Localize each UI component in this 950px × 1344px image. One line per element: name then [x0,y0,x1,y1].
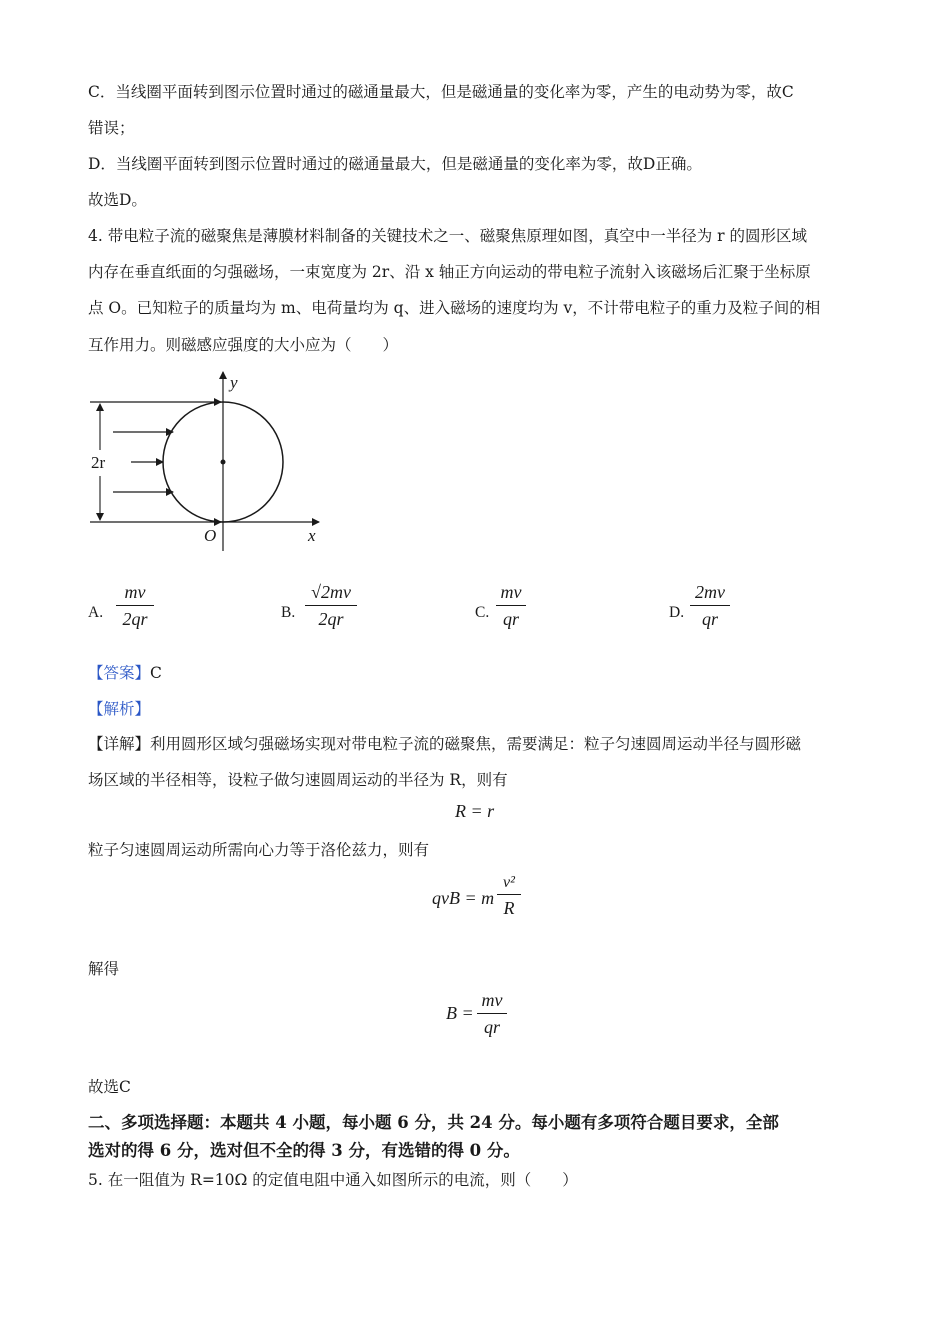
answer-tag: 【答案】 [88,664,151,682]
text-line: C．当线圈平面转到图示位置时通过的磁通量最大，但是磁通量的变化率为零，产生的电动势为零，故C [88,83,794,101]
option-letter: D. [669,604,685,621]
detail-line: 解得 [88,960,120,978]
detail-tag: 【详解】 [88,735,151,753]
text-line: D．当线圈平面转到图示位置时通过的磁通量最大，但是磁通量的变化率为零，故D正确。 [88,155,702,173]
x-axis-label: x [308,526,316,545]
question-4-line: 互作用力。则磁感应强度的大小应为（ ） [88,336,399,354]
text-line: 故选D。 [88,191,147,209]
question-4-line: 点 O。已知粒子的质量均为 m、电荷量均为 q、进入磁场的速度均为 v，不计带电粒子的重力及粒子间的相 [88,299,821,317]
section-heading: 选对的得 6 分，选对但不全的得 3 分，有选错的得 0 分。 [88,1141,520,1160]
option-letter: A. [88,604,104,621]
answer-value: C [150,664,162,682]
question-4-line: 4. 带电粒子流的磁聚焦是薄膜材料制备的关键技术之一、磁聚焦原理如图，真空中一半径为 r 的圆形区域 [88,227,807,245]
option-fraction: $\frac{mv}{qr}$ [496,582,526,630]
option-fraction: $\frac{2mv}{qr}$ [690,582,730,630]
origin-label: O [204,526,217,545]
option-fraction: $\frac{√2mv}{2qr}$ [305,582,357,630]
detail-line: 故选C [88,1078,131,1096]
width-label: 2r [91,453,106,472]
detail-line: 粒子匀速圆周运动所需向心力等于洛伦兹力，则有 [88,841,430,859]
detail-line: 【详解】利用圆形区域匀强磁场实现对带电粒子流的磁聚焦，需要满足：粒子匀速圆周运动半径与圆形磁 [88,735,802,753]
section-heading: 二、多项选择题：本题共 4 小题，每小题 6 分，共 24 分。每小题有多项符合题目要求，全部 [88,1113,779,1132]
option-letter: B. [281,604,296,621]
y-axis-label: y [230,373,238,392]
equation-r-equals-r: R = r [455,801,495,821]
answer [88,663,162,683]
text-line: 错误； [88,119,135,137]
question-5-line: 5. 在一阻值为 R=10Ω 的定值电阻中通入如图所示的电流，则（ ） [88,1171,578,1189]
question-4-line: 内存在垂直纸面的匀强磁场，一束宽度为 2r、沿 x 轴正方向运动的带电粒子流射入该磁场后汇聚于坐标原 [88,263,811,281]
equation-fraction: $\frac{mv}{qr}$ [477,990,507,1038]
option-letter: C. [475,604,490,621]
detail-line: 场区域的半径相等，设粒子做匀速圆周运动的半径为 R，则有 [88,771,508,789]
equation-fraction: $\frac{\text{v²}}{R}$ [497,874,521,919]
option-fraction: $\frac{mv}{2qr}$ [116,582,154,630]
analysis-tag: 【解析】 [88,700,151,718]
magnetic-focus-diagram [85,368,335,553]
